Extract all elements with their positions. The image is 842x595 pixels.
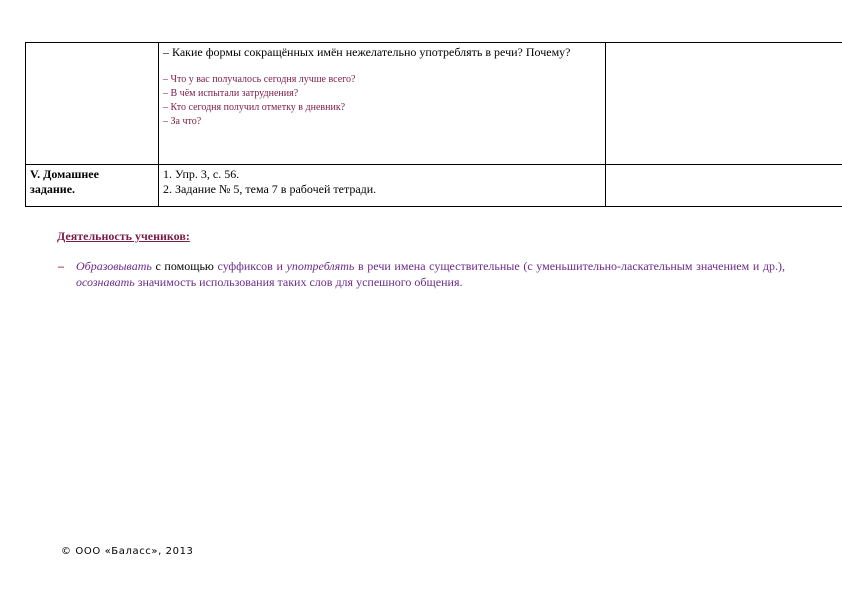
reflection-question: – За что? [163, 116, 202, 127]
activity-heading: Деятельность учеников: [57, 229, 190, 243]
homework-cell [159, 165, 606, 207]
table-row [26, 165, 842, 207]
activity-text: значимость использования таких слов для успешного общения. [134, 274, 463, 289]
reflection-question: – Что у вас получалось сегодня лучше всего? [163, 74, 356, 85]
activity-paragraph [58, 259, 786, 290]
activity-verb: употреблять [286, 259, 355, 273]
activity-verb: осознавать [76, 274, 135, 289]
stage-label-line: задание. [30, 182, 76, 196]
activity-text: в речи имена существительные (с уменьшительно-ласкательным значением и др.), [354, 259, 786, 273]
notes-cell [606, 43, 842, 165]
homework-item: 2. Задание № 5, тема 7 в рабочей тетради. [163, 182, 377, 196]
activity-verb: Образовывать [76, 259, 152, 273]
reflection-question: – В чём испытали затруднения? [163, 88, 299, 99]
content-cell [159, 43, 606, 165]
activity-text: суффиксов и [213, 259, 287, 273]
question-text: – Какие формы сокращённых имён нежелательно употреблять в речи? Почему? [163, 45, 571, 59]
stage-label-line: V. Домашнее [30, 167, 99, 181]
copyright-footer: © ООО «Баласс», 2013 [61, 546, 194, 557]
homework-item: 1. Упр. 3, с. 56. [163, 167, 240, 181]
stage-cell [26, 165, 159, 207]
stage-cell-empty [26, 43, 159, 165]
activity-text: с помощью [155, 259, 214, 273]
table-row [26, 43, 842, 165]
reflection-questions [163, 73, 601, 129]
notes-cell [606, 165, 842, 207]
lesson-table [25, 42, 842, 207]
reflection-question: – Кто сегодня получил отметку в дневник? [163, 102, 346, 113]
bullet-dash: – [58, 259, 64, 273]
